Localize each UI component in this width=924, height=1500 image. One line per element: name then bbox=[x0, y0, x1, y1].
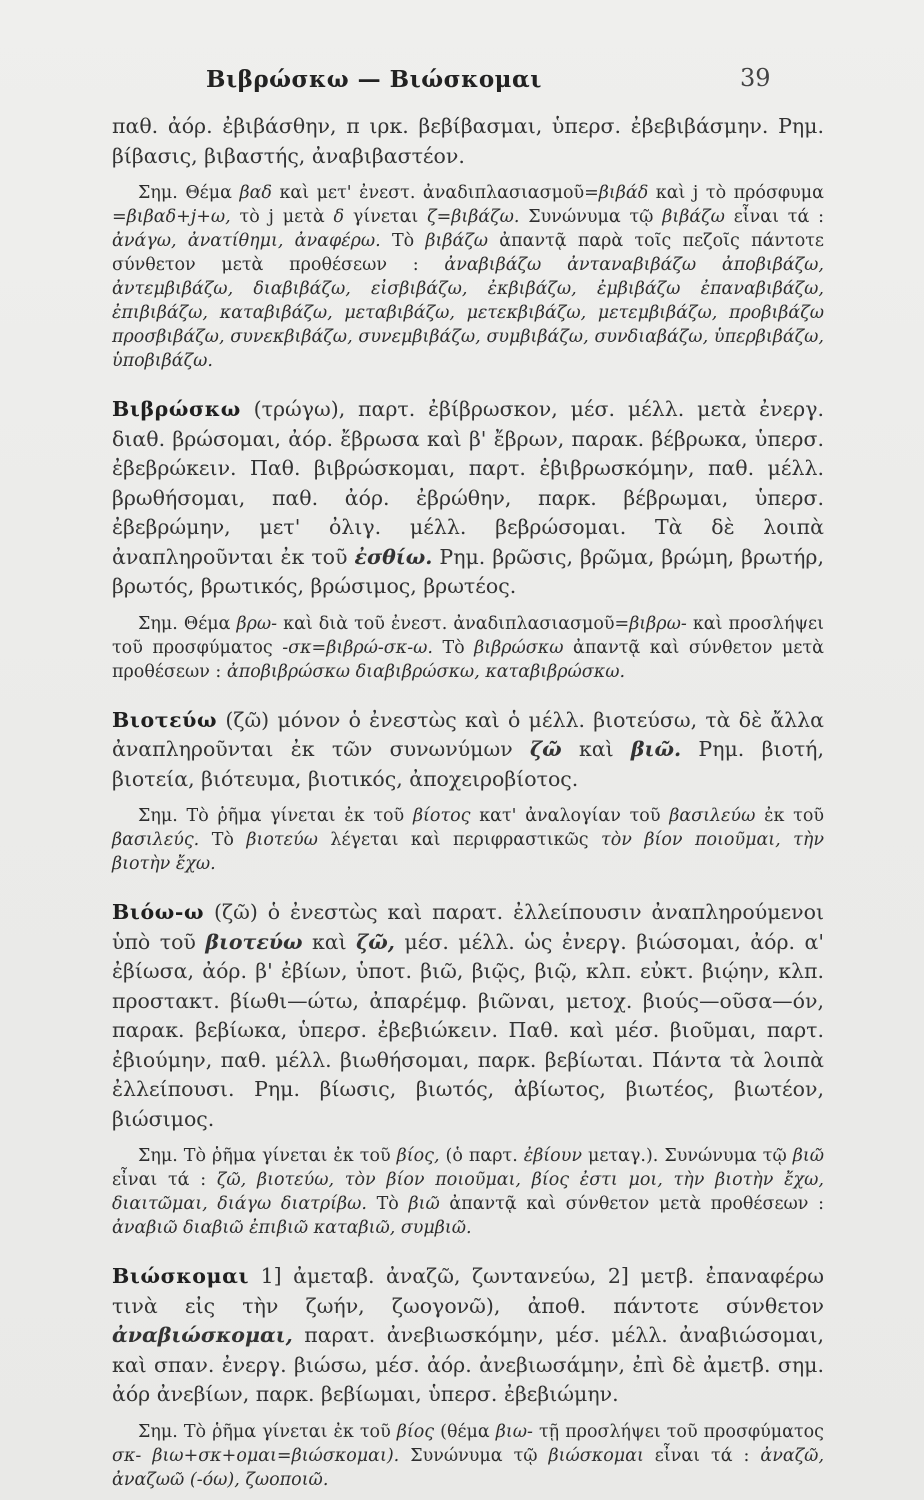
entry-bibrosko bbox=[112, 395, 824, 602]
note-bibazo bbox=[112, 181, 824, 373]
headword: Βιοτεύω bbox=[112, 707, 218, 732]
headword: Βιόω-ω bbox=[112, 900, 205, 924]
note-italic: βιβρω- bbox=[629, 613, 687, 634]
entry-text: παρατ. ἀνεβιωσκόμην, μέσ. μέλλ. ἀναβιώσομαι, καὶ σπαν. ἐνεργ. βιώσω, μέσ. ἀόρ. ἀνεβιωσάμην, ἐπὶ δὲ ἀμετβ. σημ. ἀόρ ἀνεβίων, παρκ. βεβίωμαι, ὑπερσ. ἐβεβιώμην. bbox=[112, 1323, 824, 1406]
entry-bold-italic: βιοτεύω bbox=[205, 929, 303, 954]
entry-text: καὶ bbox=[302, 929, 357, 954]
note-italic: ἀποβιβρώσκω διαβιβρώσκω, καταβιβρώσκω. bbox=[226, 661, 626, 682]
note-text: ἀπαντᾷ παρὰ τοῖς πεζοῖς πάντοτε σύνθετον μετὰ προθέσεων : bbox=[112, 231, 824, 275]
note-italic: τὸν βίον ποιοῦμαι, τὴν βιοτὴν ἔχω. bbox=[112, 830, 824, 874]
note-text: Σημ. Τὸ ῥῆμα γίνεται ἐκ τοῦ bbox=[138, 806, 413, 826]
entry-bioskomai bbox=[112, 1262, 824, 1410]
note-bioteuo bbox=[112, 804, 824, 876]
note-text: καὶ μετ' ἐνεστ. ἀναδιπλασιασμοῦ= bbox=[271, 183, 599, 203]
note-text: Σημ. Τὸ ῥῆμα γίνεται ἐκ τοῦ bbox=[138, 1146, 397, 1166]
note-text: ἀπαντᾷ καὶ σύνθετον μετὰ προθέσεων : bbox=[112, 637, 824, 682]
note-italic: βίος bbox=[396, 1421, 435, 1442]
entry-bold: ἀναβιώσκομαι, bbox=[112, 1323, 293, 1347]
note-text: τὸ j μετὰ bbox=[230, 207, 334, 227]
note-text: καὶ j τὸ πρόσφυμα = bbox=[112, 183, 824, 227]
entry-bold: ζῶ bbox=[529, 737, 562, 761]
note-bioo bbox=[112, 1144, 824, 1240]
note-italic: βιοτεύω bbox=[246, 830, 318, 850]
note-text: μεταγ.). Συνώνυμα τῷ bbox=[581, 1146, 793, 1166]
entry-text: (τρώγω), παρτ. ἐβίβρωσκον, μέσ. μέλλ. μετὰ ἐνεργ. διαθ. βρώσομαι, ἀόρ. ἔβρωσα καὶ β' ἔβρων, παρακ. βέβρωκα, ὑπερσ. ἐβεβρώκειν. Παθ. βιβρώσκομαι, παρτ. ἐβιβρωσκόμην, παθ. μέλλ. βρωθήσομαι, παθ. ἀόρ. ἐβρώθην, παρκ. βέβρωμαι, ὑπερσ. ἐβεβρώμην, μετ' ὀλιγ. μέλλ. βεβρώσομαι. Τὰ δὲ λοιπὰ ἀναπληροῦνται ἐκ τοῦ bbox=[112, 397, 824, 569]
note-italic: βιβάζω bbox=[425, 231, 489, 251]
note-bioskomai bbox=[112, 1420, 824, 1492]
entry-bold: βιῶ. bbox=[630, 737, 682, 761]
note-italic: βιώσκομαι bbox=[548, 1445, 644, 1466]
note-italic: ἀνάγω, ἀνατίθημι, ἀναφέρω. bbox=[112, 231, 381, 251]
note-italic: βαδ bbox=[239, 183, 272, 203]
page-number: 39 bbox=[740, 64, 771, 92]
note-text: Σημ. Τὸ ῥῆμα γίνεται ἐκ τοῦ bbox=[138, 1421, 397, 1442]
note-text: Σημ. Θέμα bbox=[138, 183, 240, 203]
note-text: Σημ. Θέμα bbox=[138, 613, 237, 634]
entry-text: (ζῶ) μόνον ὁ ἐνεστὼς καὶ ὁ μέλλ. βιοτεύσω, τὰ δὲ ἄλλα ἀναπληροῦνται ἐκ τῶν συνωνύμων bbox=[112, 707, 824, 761]
headword: Βιώσκομαι bbox=[112, 1264, 250, 1288]
note-text: ἀπαντᾷ καὶ σύνθετον μετὰ προθέσεων : bbox=[439, 1194, 824, 1214]
note-italic: ἀναβιῶ διαβιῶ ἐπιβιῶ καταβιῶ, συμβιῶ. bbox=[112, 1218, 472, 1238]
entry-text: (ζῶ) ὁ ἐνεστὼς καὶ παρατ. ἐλλείπουσιν ἀναπληρούμενοι ὑπὸ τοῦ bbox=[112, 900, 824, 954]
note-italic: βασιλεύς. bbox=[112, 830, 200, 850]
headword: Βιβρώσκω bbox=[112, 397, 241, 421]
note-italic: ζ=βιβάζω. bbox=[427, 207, 520, 227]
entry-bold-italic: ζῶ, bbox=[356, 929, 395, 954]
note-text: Συνώνυμα τῷ bbox=[519, 207, 663, 227]
page-header bbox=[0, 64, 924, 94]
entry-text: μέσ. μέλλ. ὡς ἐνεργ. βιώσομαι, ἀόρ. α' ἐβίωσα, ἀόρ. β' ἐβίων, ὑποτ. βιῶ, βιῷς, βιῷ, κλπ. εὐκτ. βιῴην, κλπ. προστακτ. βίωθι—ώτω, ἀπαρέμφ. βιῶναι, μετοχ. βιούς—οῦσα—όν, παρακ. βεβίωκα, ὑπερσ. ἐβεβιώκειν. Παθ. καὶ μέσ. βιοῦμαι, παρτ. ἐβιούμην, παθ. μέλλ. βιωθήσομαι, παρκ. βεβίωται. Πάντα τὰ λοιπὰ ἐλλείπουσι. Ρημ. βίωσις, βιωτός, ἀβίωτος, βιωτέος, βιωτέον, βιώσιμος. bbox=[112, 929, 824, 1131]
entry-text: 1] ἀμεταβ. ἀναζῶ, ζωντανεύω, 2] μετβ. ἐπαναφέρω τινὰ εἰς τὴν ζωήν, ζωογονῶ), ἀποθ. πάντοτε σύνθετον bbox=[112, 1264, 824, 1318]
note-text: εἶναι τά : bbox=[724, 207, 824, 227]
note-italic: -σκ=βιβρώ-σκ-ω. bbox=[282, 637, 433, 658]
entry-bioo bbox=[112, 898, 824, 1134]
note-italic: βιῶ bbox=[792, 1146, 824, 1166]
note-italic: βιῶ bbox=[408, 1194, 440, 1214]
entry-text: Ρημ. βρῶσις, βρῶμα, βρώμη, βρωτήρ, βρωτός, βρωτικός, βρώσιμος, βρωτέος. bbox=[112, 544, 824, 598]
note-text: λέγεται καὶ περιφραστικῶς bbox=[317, 830, 602, 850]
note-text: καὶ διὰ τοῦ ἐνεστ. ἀναδιπλασιασμοῦ= bbox=[277, 613, 630, 634]
note-italic: ζῶ, βιοτεύω, τὸν βίον ποιοῦμαι, βίος ἐστι μοι, τὴν βιοτὴν ἔχω, διαιτῶμαι, διάγω διατρίβω. bbox=[112, 1170, 824, 1214]
note-italic: βίος, bbox=[396, 1146, 440, 1166]
entry-bioteuo bbox=[112, 706, 824, 795]
note-text: εἶναι τά : bbox=[643, 1445, 761, 1466]
note-italic: ἀναζῶ, ἀναζωῶ (-όω), ζωοποιῶ. bbox=[112, 1445, 825, 1490]
note-italic: βασιλεύω bbox=[669, 806, 756, 826]
note-italic: ἀναβιβάζω ἀνταναβιβάζω ἀποβιβάζω, ἀντεμβιβάζω, διαβιβάζω, εἰσβιβάζω, ἐκβιβάζω, ἐμβιβάζω ἐπαναβιβάζω, ἐπιβιβάζω, καταβιβάζω, μεταβιβάζω, μετεκβιβάζω, μετεμβιβάζω, προβιβάζω προσβιβάζω, συνεκβιβάζω, συνεμβιβάζω, συμβιβάζω, συνδιαβάζω, ὑπερβιβάζω, ὑποβιβάζω. bbox=[112, 255, 824, 371]
entry-continuation-text: παθ. ἀόρ. ἐβιβάσθην, π ιρκ. βεβίβασμαι, ὑπερσ. ἐβεβιβάσμην. Ρημ. βίβασις, βιβαστής, ἀναβιβαστέον. bbox=[112, 114, 824, 168]
note-text: καὶ προσλήψει τοῦ προσφύματος bbox=[112, 613, 824, 658]
entry-continuation bbox=[112, 112, 824, 171]
note-italic: σκ- βιω+σκ+ομαι=βιώσκομαι). bbox=[112, 1445, 400, 1466]
entry-text: Ρημ. βιοτή, βιοτεία, βιότευμα, βιοτικός, ἀποχειροβίοτος. bbox=[112, 737, 824, 791]
note-text: τῇ προσλήψει τοῦ προσφύματος bbox=[532, 1421, 824, 1442]
running-head: Βιβρώσκω — Βιώσκομαι bbox=[206, 66, 542, 93]
note-italic: δ bbox=[333, 207, 345, 227]
note-text: Τὸ bbox=[199, 830, 247, 850]
note-italic: βιβρώσκω bbox=[474, 637, 564, 658]
entry-text: καὶ bbox=[561, 737, 631, 761]
note-text: Τὸ bbox=[366, 1194, 409, 1214]
entry-bold-italic: ἐσθίω. bbox=[354, 544, 433, 569]
note-text: κατ' ἀναλογίαν τοῦ bbox=[470, 806, 670, 826]
note-italic: βιβάζω bbox=[662, 207, 725, 227]
note-text: Τὸ bbox=[432, 637, 475, 658]
note-text: εἶναι τά : bbox=[112, 1170, 217, 1190]
note-text: Συνώνυμα τῷ bbox=[399, 1445, 549, 1466]
note-bibrosko bbox=[112, 612, 824, 684]
note-text: Τὸ bbox=[380, 231, 426, 251]
note-italic: βίοτος bbox=[412, 806, 471, 826]
note-italic: βιβάδ bbox=[598, 183, 649, 203]
note-text: ἐκ τοῦ bbox=[755, 806, 824, 826]
note-text: γίνεται bbox=[344, 207, 428, 227]
page-content bbox=[112, 112, 824, 1492]
note-italic: βιβαδ+j+ω, bbox=[126, 207, 231, 227]
note-text: (θέμα bbox=[434, 1421, 496, 1442]
note-italic: βιω- bbox=[495, 1421, 533, 1442]
note-italic: ἐβίουν bbox=[523, 1146, 582, 1166]
note-text: (ὁ παρτ. bbox=[439, 1146, 524, 1166]
note-italic: βρω- bbox=[236, 613, 278, 634]
